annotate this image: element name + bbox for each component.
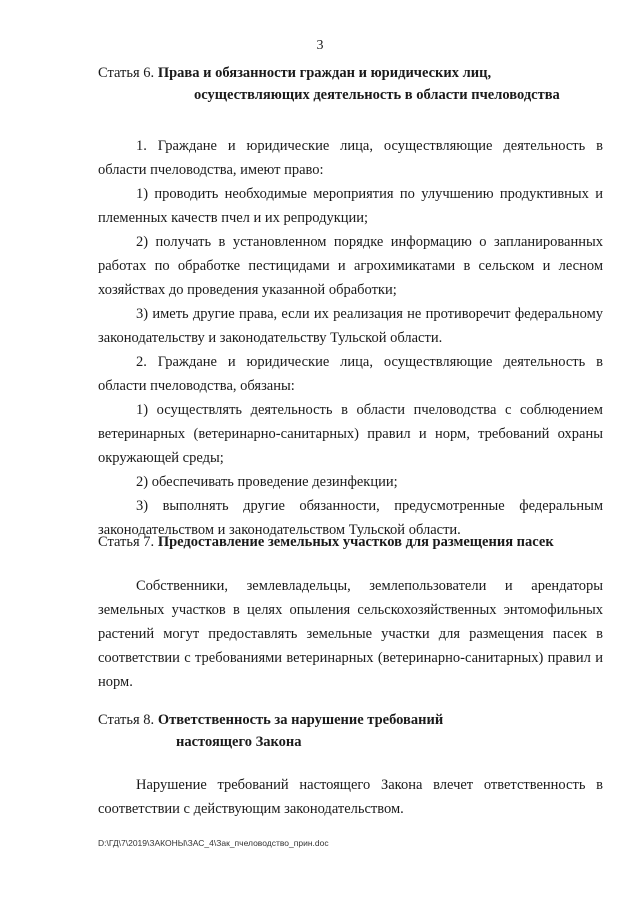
article-6-label: Статья 6. — [98, 65, 155, 81]
article-7-label: Статья 7. — [98, 534, 155, 550]
article-8-label: Статья 8. — [98, 712, 155, 728]
article-6-para-1: 1. Граждане и юридические лица, осуществляющие деятельность в области пчеловодства, имеют право: — [98, 138, 603, 178]
article-6-para-6: 1) осуществлять деятельность в области пчеловодства с соблюдением ветеринарных (ветеринарно-санитарных) правил и норм, требований охраны окружающей среды; — [98, 402, 603, 466]
article-6-body — [98, 134, 603, 542]
article-7-body — [98, 574, 603, 694]
file-path-footer: D:\ГД\7\2019\ЗАКОНЫ\ЗАС_4\Зак_пчеловодство_прин.doc — [98, 838, 329, 848]
article-6-title-line2: осуществляющих деятельность в области пчеловодства — [194, 87, 560, 103]
article-7-title: Предоставление земельных участков для размещения пасек — [157, 534, 554, 550]
article-6-para-7: 2) обеспечивать проведение дезинфекции; — [136, 474, 398, 490]
article-7-heading — [98, 531, 618, 553]
page-number: 3 — [316, 38, 324, 53]
article-8-body — [98, 773, 603, 821]
article-8-para-1: Нарушение требований настоящего Закона влечет ответственность в соответствии с действующим законодательством. — [98, 777, 603, 817]
article-6-para-4: 3) иметь другие права, если их реализация не противоречит федеральному законодательству и законодательству Тульской области. — [98, 306, 603, 346]
article-6-para-3: 2) получать в установленном порядке информацию о запланированных работах по обработке пестицидами и агрохимикатами в сельском и лесном хозяйствах до проведения указанной обработки; — [98, 234, 603, 298]
article-6-para-5: 2. Граждане и юридические лица, осуществляющие деятельность в области пчеловодства, обязаны: — [98, 354, 603, 394]
article-7-para-1: Собственники, землевладельцы, землепользователи и арендаторы земельных участков в целях опыления сельскохозяйственных энтомофильных растений могут предоставлять земельные участки для размещения пасек в соответствии с требованиями ветеринарных (ветеринарно-санитарных) правил и норм. — [98, 578, 603, 690]
article-8-heading — [98, 709, 618, 753]
article-6-para-2: 1) проводить необходимые мероприятия по улучшению продуктивных и племенных качеств пчел и их репродукции; — [98, 186, 603, 226]
article-6-heading — [98, 62, 618, 106]
article-6-para-8: 3) выполнять другие обязанности, предусмотренные федеральным законодательством и законодательством Тульской области. — [98, 498, 603, 538]
article-8-title-line2: настоящего Закона — [176, 734, 302, 750]
article-6-title-line1: Права и обязанности граждан и юридических лиц, — [157, 65, 492, 81]
article-8-title-line1: Ответственность за нарушение требований — [157, 712, 444, 728]
